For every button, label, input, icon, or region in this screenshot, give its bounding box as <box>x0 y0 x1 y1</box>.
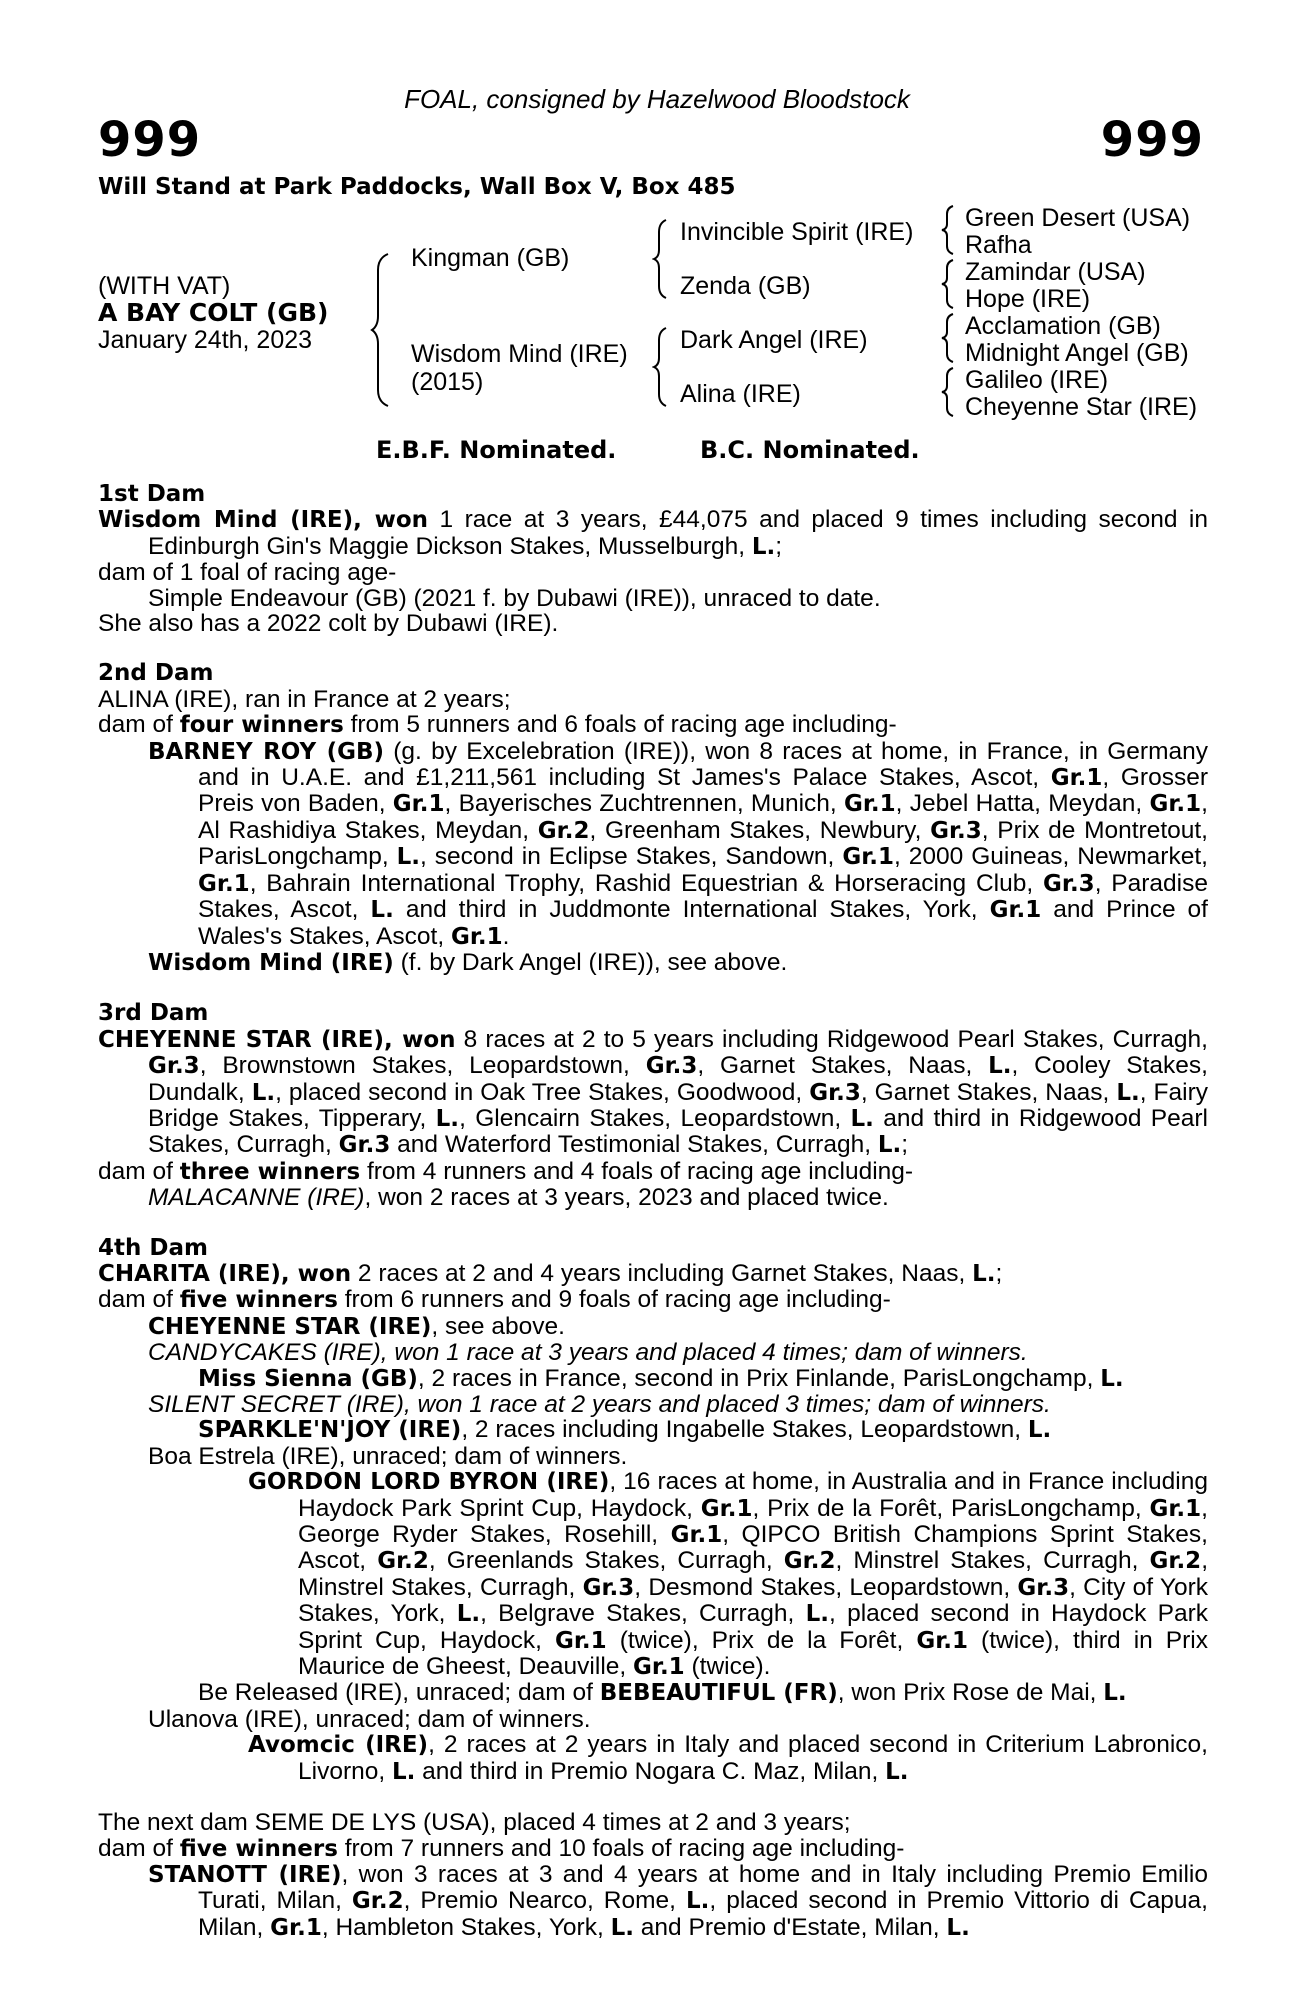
text: , 2000 Guineas, Newmarket, <box>894 843 1208 871</box>
group-badge: Gr.1 <box>270 1914 322 1941</box>
cheyenne-entry <box>98 1314 1208 1340</box>
dam3-heading: 3rd Dam <box>98 1000 209 1027</box>
text: from 7 runners and 10 foals of racing age including- <box>337 1834 905 1862</box>
listed-badge: L. <box>370 897 394 924</box>
text: , won Prix Rose de Mai, <box>837 1679 1104 1707</box>
text: 8 races at 2 to 5 years including Ridgewood Pearl Stakes, Curragh, <box>455 1025 1208 1053</box>
ped-sdd: Hope (IRE) <box>965 285 1091 313</box>
text: , Prix de la Forêt, ParisLongchamp, <box>752 1494 1150 1522</box>
dam3-produce <box>98 1159 1208 1185</box>
vat-label: (WITH VAT) <box>98 272 231 300</box>
listed-badge: L. <box>885 1758 909 1785</box>
horse-name: CHEYENNE STAR (IRE) <box>148 1313 432 1340</box>
text: 2 races at 2 and 4 years including Garnet Stakes, Naas, <box>351 1259 973 1287</box>
listed-badge: L. <box>1100 1365 1124 1392</box>
sparklenjoy-entry <box>98 1417 1208 1443</box>
text: , see above. <box>431 1312 565 1340</box>
text: dam of <box>98 1286 180 1314</box>
group-badge: Gr.2 <box>537 817 590 844</box>
text: , Glencairn Stakes, Leopardstown, <box>459 1104 851 1132</box>
dam3-record <box>98 1027 1208 1159</box>
group-badge: Gr.1 <box>1050 765 1103 792</box>
group-badge: Gr.2 <box>1149 1548 1202 1575</box>
punct: ; <box>995 1259 1003 1287</box>
text: , Fairy Bridge Stakes, Tipperary, <box>148 1078 1208 1132</box>
pedigree-brace-3d <box>940 366 962 418</box>
group-badge: Gr.1 <box>842 844 895 871</box>
group-badge: Gr.1 <box>843 791 896 818</box>
text: , Desmond Stakes, Leopardstown, <box>634 1573 1018 1601</box>
text: and Premio d'Estate, Milan, <box>633 1913 947 1941</box>
horse-name: BARNEY ROY (GB) <box>148 738 385 765</box>
group-badge: Gr.2 <box>351 1888 404 1915</box>
group-badge: Gr.1 <box>1149 1495 1202 1522</box>
lot-number-right: 999 <box>1100 112 1204 168</box>
ped-sds: Zamindar (USA) <box>965 258 1146 286</box>
text: , Paradise Stakes, Ascot, <box>198 869 1209 924</box>
text: , Al Rashidiya Stakes, Meydan, <box>198 790 1208 844</box>
group-badge: Gr.3 <box>930 817 982 844</box>
ped-ssd: Rafha <box>965 231 1032 259</box>
ped-dsd: Midnight Angel (GB) <box>965 339 1189 367</box>
group-badge: Gr.1 <box>198 870 250 897</box>
text: and third in Ridgewood Pearl Stakes, Curragh, <box>148 1104 1208 1159</box>
text: , QIPCO British Champions Sprint Stakes, Ascot, <box>298 1521 1208 1575</box>
group-badge: Gr.1 <box>633 1654 685 1681</box>
horse-name: GORDON LORD BYRON (IRE) <box>248 1469 610 1496</box>
listed-badge: L. <box>456 1601 481 1628</box>
pedigree-brace-1 <box>370 250 400 410</box>
listed-badge: L. <box>972 1260 996 1287</box>
miss-sienna-entry <box>98 1366 1208 1392</box>
dam-year: (2015) <box>411 368 484 396</box>
dam1-section <box>98 482 1208 636</box>
next-dam-section <box>98 1810 1208 1941</box>
winners-count: five winners <box>179 1835 338 1862</box>
listed-badge: L. <box>1103 1680 1127 1707</box>
horse-name: BEBEAUTIFUL (FR) <box>599 1680 838 1707</box>
text: (twice), Prix de la Forêt, <box>606 1626 917 1654</box>
listed-badge: L. <box>396 844 421 871</box>
dam1-also: She also has a 2022 colt by Dubawi (IRE). <box>98 610 559 638</box>
winners-count: five winners <box>179 1287 338 1314</box>
listed-badge: L. <box>685 1888 710 1915</box>
next-dam-produce <box>98 1836 1208 1862</box>
text: dam of <box>98 1157 180 1185</box>
punct: ; <box>901 1131 909 1159</box>
dam1-heading: 1st Dam <box>98 481 206 507</box>
text: , Bayerisches Zuchtrennen, Munich, <box>444 790 844 818</box>
silent-secret-entry <box>98 1392 1208 1417</box>
bc-nominated: B.C. Nominated. <box>700 436 920 464</box>
text: , Prix de Montretout, ParisLongchamp, <box>198 816 1208 871</box>
group-badge: Gr.2 <box>783 1548 836 1575</box>
horse-name: Miss Sienna (GB) <box>198 1365 418 1392</box>
dam4-heading: 4th Dam <box>98 1234 208 1261</box>
text: , Jebel Hatta, Meydan, <box>895 790 1150 818</box>
dam2-record: ALINA (IRE), ran in France at 2 years; <box>98 685 511 713</box>
horse-name: CHARITA (IRE) <box>98 1260 281 1287</box>
barney-roy-entry <box>98 739 1208 950</box>
text: , Cooley Stakes, Dundalk, <box>148 1052 1208 1106</box>
text: and third in Premio Nogara C. Maz, Milan, <box>415 1757 886 1785</box>
catalogue-body <box>98 482 1208 1941</box>
text: and Prince of Wales's Stakes, Ascot, <box>198 896 1208 950</box>
dam2-section <box>98 661 1208 976</box>
text: , 2 races in France, second in Prix Finlande, ParisLongchamp, <box>417 1364 1101 1392</box>
text: , Greenlands Stakes, Curragh, <box>428 1547 784 1575</box>
dam-dam-name: Alina (IRE) <box>680 380 801 408</box>
stand-location: Will Stand at Park Paddocks, Wall Box V, Box 485 <box>98 174 736 200</box>
dam2-produce <box>98 712 1208 738</box>
text: , Hambleton Stakes, York, <box>321 1913 611 1941</box>
text: dam of <box>98 1834 180 1862</box>
pedigree-brace-3a <box>940 204 962 256</box>
winners-count: four winners <box>179 712 344 739</box>
text: , City of York Stakes, York, <box>298 1573 1208 1628</box>
text: and Waterford Testimonial Stakes, Curragh, <box>390 1131 878 1159</box>
dam-sire-name: Dark Angel (IRE) <box>680 326 868 354</box>
dam1-won-sep: , <box>353 507 375 534</box>
text: , won 1 race at 3 years and placed 4 times; dam of winners. <box>380 1339 1028 1367</box>
text: (f. by Dark Angel (IRE)), see above. <box>393 948 788 976</box>
listed-badge: L. <box>751 533 776 560</box>
pedigree-brace-3c <box>940 312 962 364</box>
wisdom-mind-entry <box>98 950 1208 976</box>
group-badge: Gr.3 <box>1043 870 1095 897</box>
text: , Bahrain International Trophy, Rashid Equestrian & Horseracing Club, <box>249 869 1043 897</box>
text: , Garnet Stakes, Naas, <box>860 1078 1117 1106</box>
dam4-produce <box>98 1287 1208 1313</box>
dam2-heading: 2nd Dam <box>98 660 214 687</box>
group-badge: Gr.2 <box>377 1548 429 1575</box>
ped-ddd: Cheyenne Star (IRE) <box>965 393 1198 421</box>
listed-badge: L. <box>610 1914 634 1941</box>
dam1-name: Wisdom Mind (IRE) <box>98 507 354 534</box>
dam1-won: won <box>374 507 429 534</box>
lot-description: A BAY COLT (GB) <box>98 298 329 327</box>
text: , won 2 races at 3 years, 2023 and placed twice. <box>364 1184 889 1212</box>
dam1-produce-foal: Simple Endeavour (GB) (2021 f. by Dubawi (IRE)), unraced to date. <box>148 584 881 612</box>
horse-name: Avomcic (IRE) <box>248 1732 429 1759</box>
group-badge: Gr.3 <box>338 1132 391 1159</box>
dam4-record <box>98 1261 1208 1287</box>
group-badge: Gr.3 <box>148 1053 200 1080</box>
listed-badge: L. <box>805 1601 830 1628</box>
text: , 2 races at 2 years in Italy and placed second in Criterium Labronico, Livorno, <box>298 1731 1208 1785</box>
foaling-date: January 24th, 2023 <box>98 326 313 354</box>
sire-name: Kingman (GB) <box>411 244 570 272</box>
boa-estrela-entry: Boa Estrela (IRE), unraced; dam of winners. <box>148 1442 628 1470</box>
text: dam of <box>98 711 180 739</box>
text: , won 1 race at 2 years and placed 3 times; dam of winners. <box>403 1391 1051 1418</box>
winners-count: three winners <box>179 1158 361 1185</box>
text: , second in Eclipse Stakes, Sandown, <box>420 843 843 871</box>
listed-badge: L. <box>946 1914 970 1941</box>
group-badge: Gr.3 <box>645 1053 698 1080</box>
text: (twice), third in Prix Maurice de Gheest, Deauville, <box>298 1626 1208 1681</box>
dam1-produce-line: dam of 1 foal of racing age- <box>98 559 397 587</box>
text: from 4 runners and 4 foals of racing age including- <box>360 1157 914 1185</box>
listed-badge: L. <box>877 1132 902 1159</box>
horse-name: Wisdom Mind (IRE) <box>148 949 394 976</box>
text: , Minstrel Stakes, Curragh, <box>835 1547 1150 1575</box>
text: , placed second in Oak Tree Stakes, Goodwood, <box>275 1078 810 1106</box>
ped-dss: Acclamation (GB) <box>965 312 1161 340</box>
group-badge: Gr.1 <box>989 897 1042 924</box>
group-badge: Gr.1 <box>670 1522 723 1549</box>
dam1-record <box>98 507 1208 560</box>
text: , Minstrel Stakes, Curragh, <box>298 1547 1208 1601</box>
listed-badge: L. <box>1027 1417 1052 1444</box>
listed-badge: L. <box>435 1105 460 1132</box>
text: , Brownstown Stakes, Leopardstown, <box>199 1052 646 1080</box>
punct: . <box>502 922 510 950</box>
text: , Belgrave Stakes, Curragh, <box>480 1600 806 1628</box>
dam-name: Wisdom Mind (IRE) <box>411 340 628 368</box>
ped-sss: Green Desert (USA) <box>965 204 1191 232</box>
horse-name: SILENT SECRET (IRE) <box>148 1391 404 1418</box>
horse-name: CANDYCAKES (IRE) <box>148 1339 381 1367</box>
text: Be Released (IRE), unraced; dam of <box>198 1679 600 1707</box>
text: from 5 runners and 6 foals of racing age including- <box>343 711 897 739</box>
group-badge: Gr.3 <box>1017 1574 1070 1601</box>
text: (g. by Excelebration (IRE)), won 8 races at home, in France, in Germany and in U.A.E. and £1,211,561 including St James's Palace Stakes, Ascot, <box>198 737 1208 792</box>
ulanova-entry: Ulanova (IRE), unraced; dam of winners. <box>148 1705 591 1733</box>
group-badge: Gr.1 <box>1149 791 1202 818</box>
text: , Greenham Stakes, Newbury, <box>589 816 931 844</box>
ped-dds: Galileo (IRE) <box>965 366 1109 394</box>
pedigree-brace-2b <box>652 326 676 408</box>
pedigree-brace-2a <box>652 218 676 300</box>
group-badge: Gr.1 <box>392 791 445 818</box>
text: , Garnet Stakes, Naas, <box>697 1052 989 1080</box>
next-dam-record: The next dam SEME DE LYS (USA), placed 4 times at 2 and 3 years; <box>98 1809 851 1837</box>
listed-badge: L. <box>988 1053 1012 1080</box>
text: , placed second in Premio Vittorio di Capua, Milan, <box>198 1887 1208 1941</box>
text: (twice). <box>684 1653 771 1681</box>
sire-sire-name: Invincible Spirit (IRE) <box>680 218 914 246</box>
group-badge: Gr.1 <box>554 1627 607 1654</box>
avomcic-entry <box>98 1732 1208 1785</box>
horse-name: SPARKLE'N'JOY (IRE) <box>198 1417 462 1444</box>
text: , 16 races at home, in Australia and in France including Haydock Park Sprint Cup, Haydock, <box>298 1468 1208 1522</box>
lot-number-left: 999 <box>98 112 202 168</box>
text: , Premio Nearco, Rome, <box>403 1887 686 1915</box>
candycakes-entry <box>98 1340 1208 1365</box>
won-label: , won <box>384 1026 456 1053</box>
gordon-lord-byron-entry <box>98 1469 1208 1680</box>
text: , Grosser Preis von Baden, <box>198 764 1208 818</box>
listed-badge: L. <box>850 1105 874 1132</box>
ebf-nominated: E.B.F. Nominated. <box>376 436 617 464</box>
text: , placed second in Haydock Park Sprint Cup, Haydock, <box>298 1600 1209 1654</box>
be-released-entry <box>98 1680 1208 1706</box>
listed-badge: L. <box>251 1079 276 1106</box>
sire-dam-name: Zenda (GB) <box>680 272 811 300</box>
dam4-section <box>98 1236 1208 1786</box>
group-badge: Gr.1 <box>916 1627 968 1654</box>
text: and third in Juddmonte International Stakes, York, <box>393 896 990 924</box>
text: , won 3 races at 3 and 4 years at home and in Italy including Premio Emilio Turati, Milan, <box>198 1860 1208 1915</box>
text: , George Ryder Stakes, Rosehill, <box>298 1494 1208 1549</box>
group-badge: Gr.1 <box>700 1495 753 1522</box>
dam3-section <box>98 1001 1208 1210</box>
malacanne-entry <box>98 1185 1208 1210</box>
punct: ; <box>775 532 783 560</box>
won-label: , won <box>280 1260 352 1287</box>
dam1-text: 1 race at 3 years, £44,075 and placed 9 times including second in Edinburgh Gin's Maggie Dickson Stakes, Musselburgh, <box>148 506 1208 560</box>
listed-badge: L. <box>1116 1079 1140 1106</box>
group-badge: Gr.3 <box>809 1079 861 1106</box>
stanott-entry <box>98 1862 1208 1941</box>
group-badge: Gr.3 <box>582 1574 635 1601</box>
listed-badge: L. <box>391 1758 416 1785</box>
horse-name: STANOTT (IRE) <box>148 1861 342 1888</box>
horse-name: MALACANNE (IRE) <box>148 1184 365 1212</box>
consignor-line: FOAL, consigned by Hazelwood Bloodstock <box>404 84 910 114</box>
pedigree-brace-3b <box>940 258 962 310</box>
group-badge: Gr.1 <box>450 923 503 950</box>
text: , 2 races including Ingabelle Stakes, Leopardstown, <box>461 1416 1028 1444</box>
horse-name: CHEYENNE STAR (IRE) <box>98 1026 385 1053</box>
text: from 6 runners and 9 foals of racing age including- <box>337 1286 891 1314</box>
